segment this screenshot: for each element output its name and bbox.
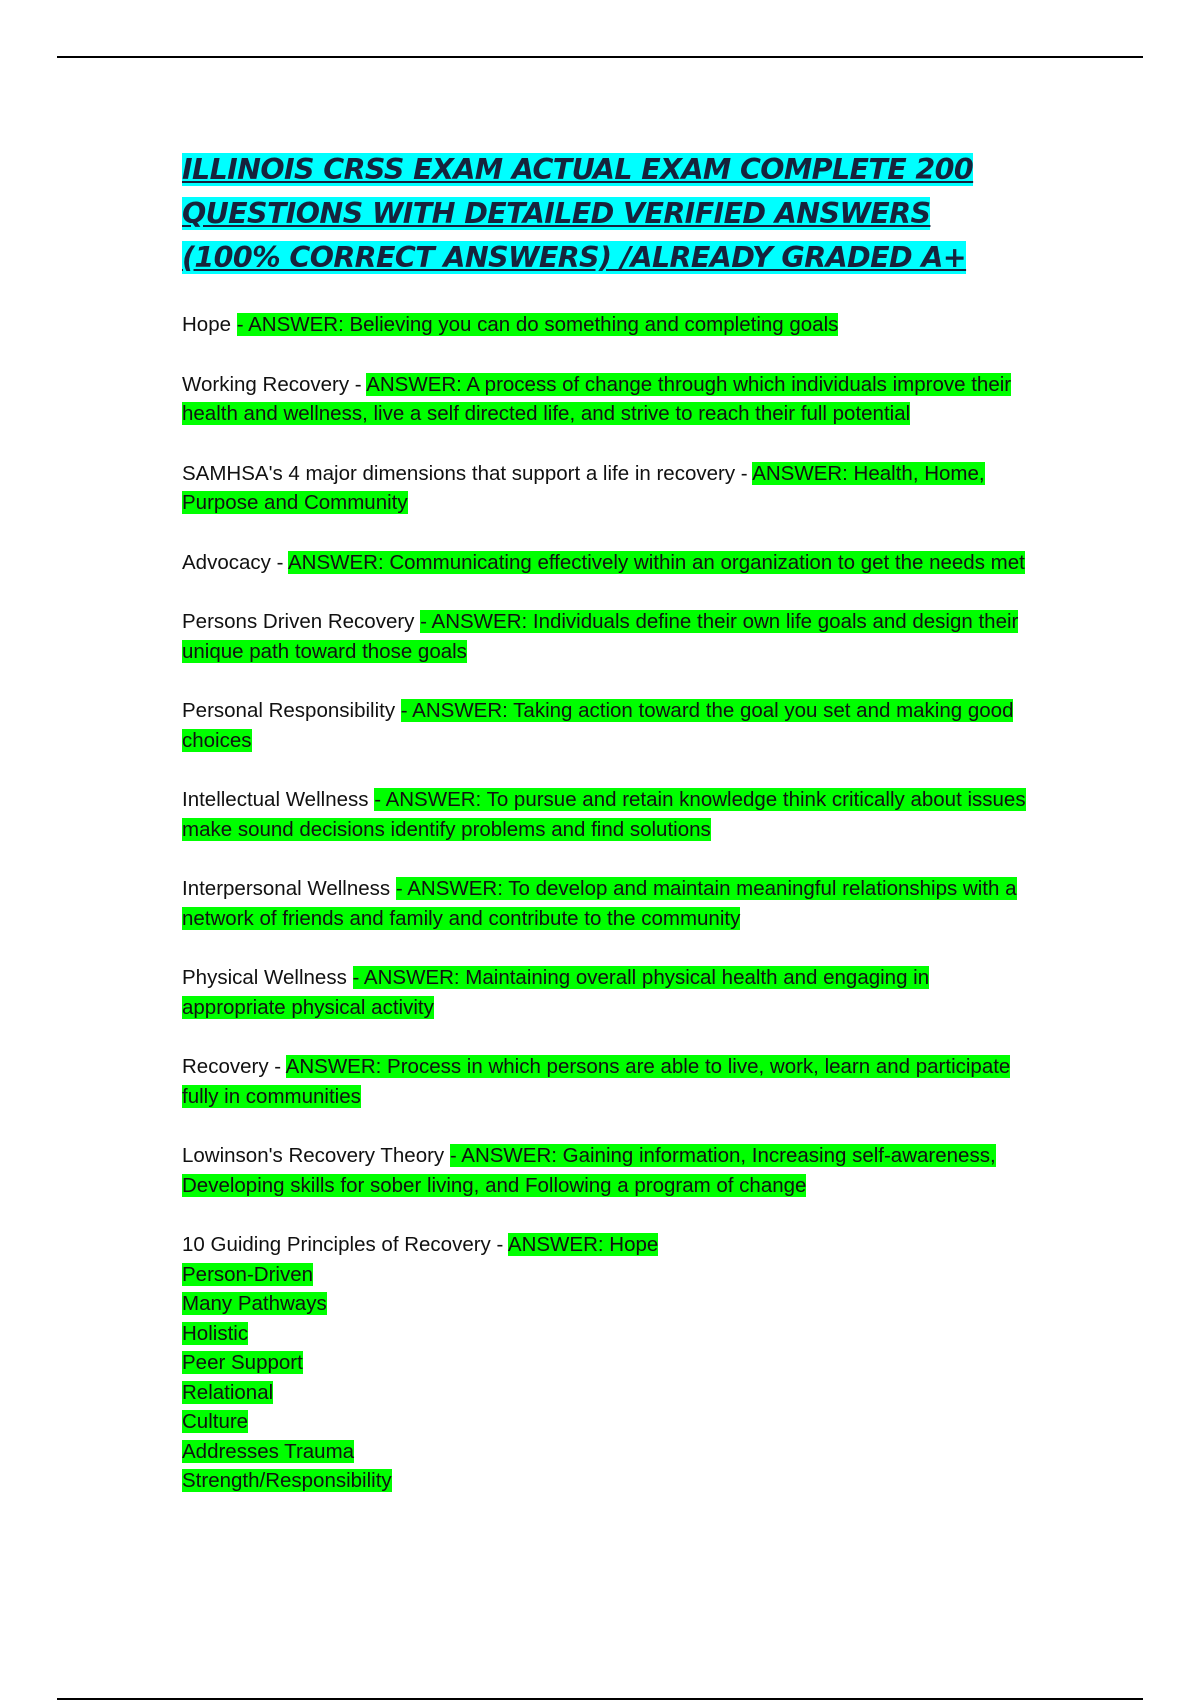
- answer: ANSWER: Hope: [507, 1233, 659, 1256]
- term: 10 Guiding Principles of Recovery -: [182, 1233, 508, 1256]
- answer: - ANSWER: Believing you can do something and completing goals: [236, 313, 839, 336]
- answer: ANSWER: Communicating effectively within an organization to get the needs met: [287, 550, 1025, 574]
- term: Interpersonal Wellness: [182, 877, 396, 900]
- qa-interpersonal-wellness: [182, 874, 1032, 933]
- qa-intellectual-wellness: [182, 785, 1032, 844]
- principle-item: Addresses Trauma: [182, 1439, 355, 1463]
- principle-item: Peer Support: [182, 1351, 303, 1374]
- document-title: [182, 148, 1032, 280]
- answer: - ANSWER: Maintaining overall physical health and engaging in appropriate physical activity: [182, 966, 930, 1019]
- title-text: ILLINOIS CRSS EXAM ACTUAL EXAM COMPLETE 200 QUESTIONS WITH DETAILED VERIFIED ANSWERS (100% CORRECT ANSWERS) /ALREADY GRADED A+: [182, 153, 974, 274]
- answer: ANSWER: Process in which persons are able to live, work, learn and participate fully in communities: [182, 1055, 1011, 1108]
- answer: - ANSWER: To pursue and retain knowledge think critically about issues make sound decisions identify problems and find solutions: [182, 788, 1026, 841]
- qa-lowinsons-recovery-theory: [182, 1141, 1032, 1200]
- answer: ANSWER: Health, Home, Purpose and Community: [182, 461, 985, 514]
- qa-personal-responsibility: [182, 696, 1032, 755]
- answer: - ANSWER: Taking action toward the goal you set and making good choices: [182, 699, 1014, 752]
- qa-working-recovery: [182, 370, 1032, 429]
- principle-item: Person-Driven: [182, 1262, 314, 1286]
- qa-samhsa-dimensions: [182, 459, 1032, 518]
- principle-item: Relational: [182, 1380, 274, 1404]
- answer: - ANSWER: Gaining information, Increasing self-awareness, Developing skills for sober living, and Following a program of change: [182, 1144, 996, 1197]
- qa-persons-driven-recovery: [182, 607, 1032, 666]
- answer: - ANSWER: Individuals define their own life goals and design their unique path toward those goals: [182, 610, 1019, 663]
- term: Persons Driven Recovery: [182, 610, 421, 633]
- term: Working Recovery -: [182, 372, 367, 396]
- document-body: [182, 148, 1032, 1526]
- term: Advocacy -: [182, 550, 288, 574]
- answer: - ANSWER: To develop and maintain meaningful relationships with a network of friends and family and contribute to the community: [182, 877, 1017, 930]
- principle-item: Holistic: [182, 1321, 249, 1345]
- term: Personal Responsibility: [182, 699, 401, 722]
- term: Hope: [182, 313, 237, 336]
- term: Recovery -: [182, 1055, 286, 1078]
- top-rule: [57, 56, 1143, 58]
- principle-item: Culture: [182, 1410, 249, 1433]
- qa-guiding-principles: [182, 1230, 1032, 1496]
- answer: ANSWER: A process of change through which individuals improve their health and wellness, live a self directed life, and strive to reach their full potential: [182, 372, 1012, 425]
- term: Physical Wellness: [182, 966, 353, 989]
- qa-physical-wellness: [182, 963, 1032, 1022]
- qa-advocacy: [182, 548, 1032, 578]
- principle-item: Many Pathways: [182, 1292, 327, 1315]
- term: Lowinson's Recovery Theory: [182, 1144, 450, 1167]
- qa-hope: [182, 310, 1032, 340]
- term: Intellectual Wellness: [182, 788, 375, 811]
- principle-item: Strength/Responsibility: [182, 1469, 392, 1492]
- term: SAMHSA's 4 major dimensions that support a life in recovery -: [182, 461, 753, 485]
- qa-recovery: [182, 1052, 1032, 1111]
